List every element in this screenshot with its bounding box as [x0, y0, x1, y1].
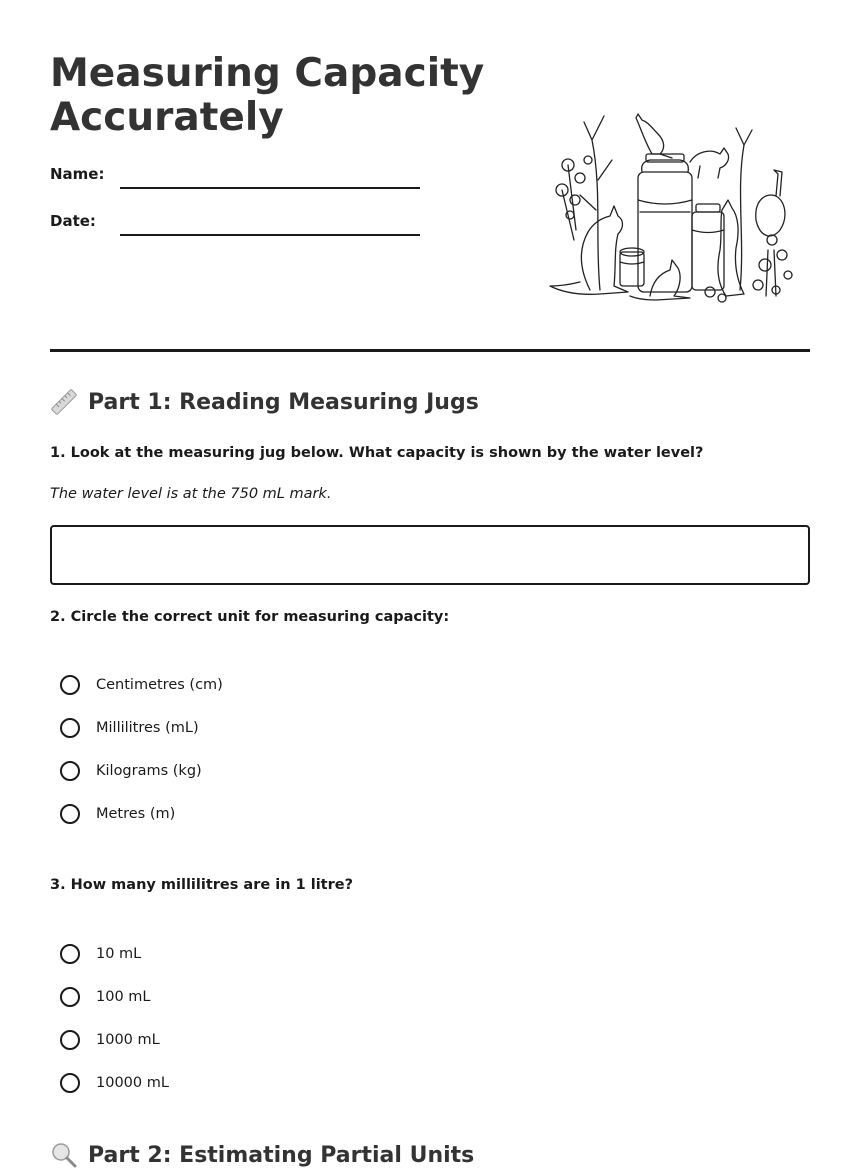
- option-label: 10000 mL: [96, 1075, 169, 1091]
- radio-circle[interactable]: [60, 718, 80, 738]
- radio-circle[interactable]: [60, 804, 80, 824]
- question-1: 1. Look at the measuring jug below. What capacity is shown by the water level?: [50, 445, 704, 461]
- option-label: Millilitres (mL): [96, 720, 199, 736]
- radio-circle[interactable]: [60, 944, 80, 964]
- ruler-icon: [50, 388, 78, 416]
- option-label: 1000 mL: [96, 1032, 160, 1048]
- date-label: Date:: [50, 212, 96, 230]
- part-2-heading-text: Part 2: Estimating Partial Units: [88, 1142, 475, 1168]
- question-2: 2. Circle the correct unit for measuring capacity:: [50, 609, 450, 625]
- date-field[interactable]: [120, 234, 420, 236]
- q2-option-millilitres[interactable]: [60, 716, 199, 740]
- name-label: Name:: [50, 165, 105, 183]
- part-2-heading: [50, 1141, 474, 1169]
- title-line-2: Accurately: [50, 95, 284, 140]
- page-title: [50, 52, 490, 140]
- radio-circle[interactable]: [60, 1073, 80, 1093]
- q2-option-metres[interactable]: [60, 802, 175, 826]
- question-1-answer-box[interactable]: [50, 525, 810, 585]
- part-1-heading: [50, 388, 479, 416]
- magnifier-icon: [50, 1141, 78, 1169]
- option-label: Kilograms (kg): [96, 763, 202, 779]
- q3-option-10000ml[interactable]: [60, 1071, 169, 1095]
- q2-option-centimetres[interactable]: [60, 673, 223, 697]
- option-label: 10 mL: [96, 946, 142, 962]
- question-1-hint: The water level is at the 750 mL mark.: [50, 486, 332, 502]
- part-1-heading-text: Part 1: Reading Measuring Jugs: [88, 389, 479, 415]
- radio-circle[interactable]: [60, 761, 80, 781]
- option-label: Centimetres (cm): [96, 677, 223, 693]
- header-divider: [50, 349, 810, 352]
- option-label: 100 mL: [96, 989, 151, 1005]
- q3-option-100ml[interactable]: [60, 985, 151, 1009]
- radio-circle[interactable]: [60, 1030, 80, 1050]
- radio-circle[interactable]: [60, 675, 80, 695]
- q2-option-kilograms[interactable]: [60, 759, 202, 783]
- title-line-1: Measuring Capacity: [50, 51, 485, 96]
- question-3: 3. How many millilitres are in 1 litre?: [50, 877, 353, 893]
- q3-option-1000ml[interactable]: [60, 1028, 160, 1052]
- radio-circle[interactable]: [60, 987, 80, 1007]
- name-field[interactable]: [120, 187, 420, 189]
- kangaroos-emus-and-jars-illustration: [540, 100, 800, 310]
- option-label: Metres (m): [96, 806, 176, 822]
- q3-option-10ml[interactable]: [60, 942, 141, 966]
